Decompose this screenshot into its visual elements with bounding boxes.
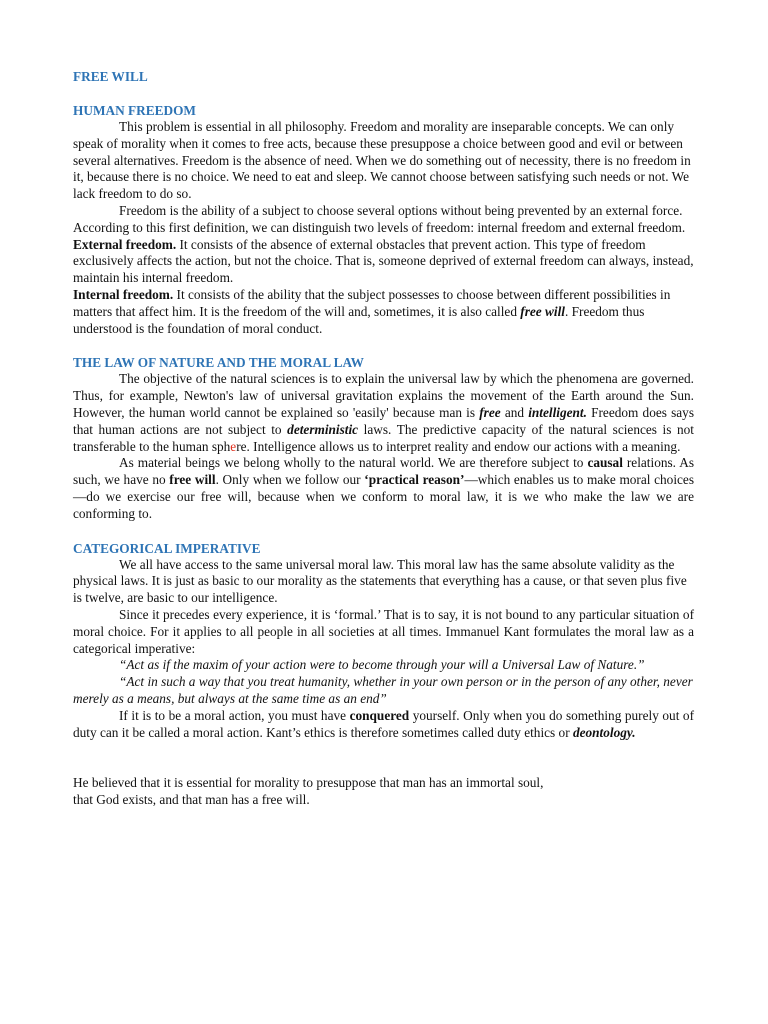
document-title: FREE WILL: [73, 69, 148, 84]
paragraph-internal-freedom: [73, 287, 694, 337]
text-run: As material beings we belong wholly to the natural world. We are therefore subject to: [119, 455, 588, 471]
definition-tail: . Freedom thus understood is the foundation of moral conduct.: [73, 303, 645, 336]
term-external-freedom: External freedom.: [73, 236, 177, 252]
text-run: If it is to be a moral action, you must have: [119, 707, 350, 723]
section-heading-human-freedom: HUMAN FREEDOM: [73, 103, 196, 118]
emphasis-practical-reason: ‘practical reason’: [364, 472, 465, 488]
section-human-freedom: [73, 102, 694, 337]
spacer: [73, 741, 694, 775]
section-heading-categorical-imperative: CATEGORICAL IMPERATIVE: [73, 540, 261, 556]
text-run: relations. As such, we have no: [73, 455, 694, 488]
text-run: re. Intelligence allows us to interpret reality and endow our actions with a meaning.: [236, 438, 681, 454]
document-body: [73, 68, 694, 809]
emphasis-free-will: free will: [169, 472, 216, 488]
text-run: . Only when we follow our: [215, 472, 365, 488]
paragraph-external-freedom: [73, 237, 694, 287]
text-run: —which enables us to make moral choices—do we exercise our free will, because when we conform to moral law, it is we who make the law we are conforming to.: [73, 472, 694, 521]
closing-line-1: He believed that it is essential for morality to presuppose that man has an immortal soul,: [73, 775, 544, 791]
emphasis-causal: causal: [587, 455, 623, 471]
section-law-of-nature: [73, 354, 694, 522]
emphasis-conquered: conquered: [349, 707, 410, 723]
highlighted-letter: e: [230, 438, 237, 454]
definition-text: It consists of the absence of external obstacles that prevent action. This type of freedom exclusively affects the action, but not the choice. That is, someone deprived of external freedom can always, instead, maintain his internal freedom.: [73, 236, 694, 286]
emphasis-intelligent: intelligent.: [528, 404, 587, 420]
text-run: laws. The predictive capacity of the natural sciences is not transferable to the human sph: [73, 421, 694, 454]
emphasis-free: free: [479, 404, 501, 420]
quote-kant-2: [73, 674, 694, 708]
quote-text: “Act as if the maxim of your action were to become through your will a Universal Law of Nature.”: [119, 657, 645, 673]
text-run: Freedom does says that human actions are not subject to: [73, 404, 694, 437]
paragraph: We all have access to the same universal moral law. This moral law has the same absolute validity as the physical laws. It is just as basic to our morality as the statements that everything has a cause, or that seven plus five is twelve, are basic to our intelligence.: [73, 556, 687, 606]
quote-text: “Act in such a way that you treat humanity, whether in your own person or in the person of any other, never merely as a means, but always at the same time as an end”: [73, 674, 693, 706]
paragraph: Freedom is the ability of a subject to choose several options without being prevented by an external force. According to this first definition, we can distinguish two levels of freedom: internal freedom and external freedom.: [73, 202, 686, 235]
paragraph: Since it precedes every experience, it is ‘formal.’ That is to say, it is not bound to any particular situation of moral choice. For it applies to all people in all societies at all times. Immanuel Kant formulates the moral law as a categorical imperative:: [73, 606, 694, 656]
emphasis-deterministic: deterministic: [287, 421, 359, 437]
section-categorical-imperative: [73, 540, 694, 742]
paragraph: This problem is essential in all philosophy. Freedom and morality are inseparable concepts. We can only speak of morality when it comes to free acts, because these presuppose a choice between good and evil or between several alternatives. Freedom is the absence of need. When we do something out of necessity, there is no freedom in it, because there is no choice. We need to eat and sleep. We cannot choose between satisfying such needs or not. We lack freedom to do so.: [73, 119, 691, 202]
quote-kant-1: [73, 657, 694, 674]
emphasis-free-will: free will: [520, 303, 565, 319]
text-run: and: [500, 404, 529, 420]
definition-text: It consists of the ability that the subject possesses to choose between different possibilities in matters that affect him. It is the freedom of the will and, sometimes, it is also called: [73, 286, 671, 319]
closing-line-2: that God exists, and that man has a free will.: [73, 792, 310, 808]
term-internal-freedom: Internal freedom.: [73, 286, 174, 302]
paragraph: [73, 371, 694, 455]
section-heading-law-of-nature: THE LAW OF NATURE AND THE MORAL LAW: [73, 355, 364, 371]
text-run: yourself. Only when you do something purely out of duty can it be called a moral action. Kant’s ethics is therefore sometimes called duty ethics or: [73, 707, 695, 740]
emphasis-deontology: deontology.: [572, 724, 636, 740]
paragraph: [73, 708, 694, 742]
paragraph: [73, 455, 694, 522]
text-run: The objective of the natural sciences is to explain the universal law by which the phenomena are governed. Thus, for example, Newton's law of universal gravitation explains the movement of the Earth around the Sun. However, the human world cannot be explained so 'easily' because man is: [73, 371, 694, 420]
section-closing: [73, 775, 694, 809]
